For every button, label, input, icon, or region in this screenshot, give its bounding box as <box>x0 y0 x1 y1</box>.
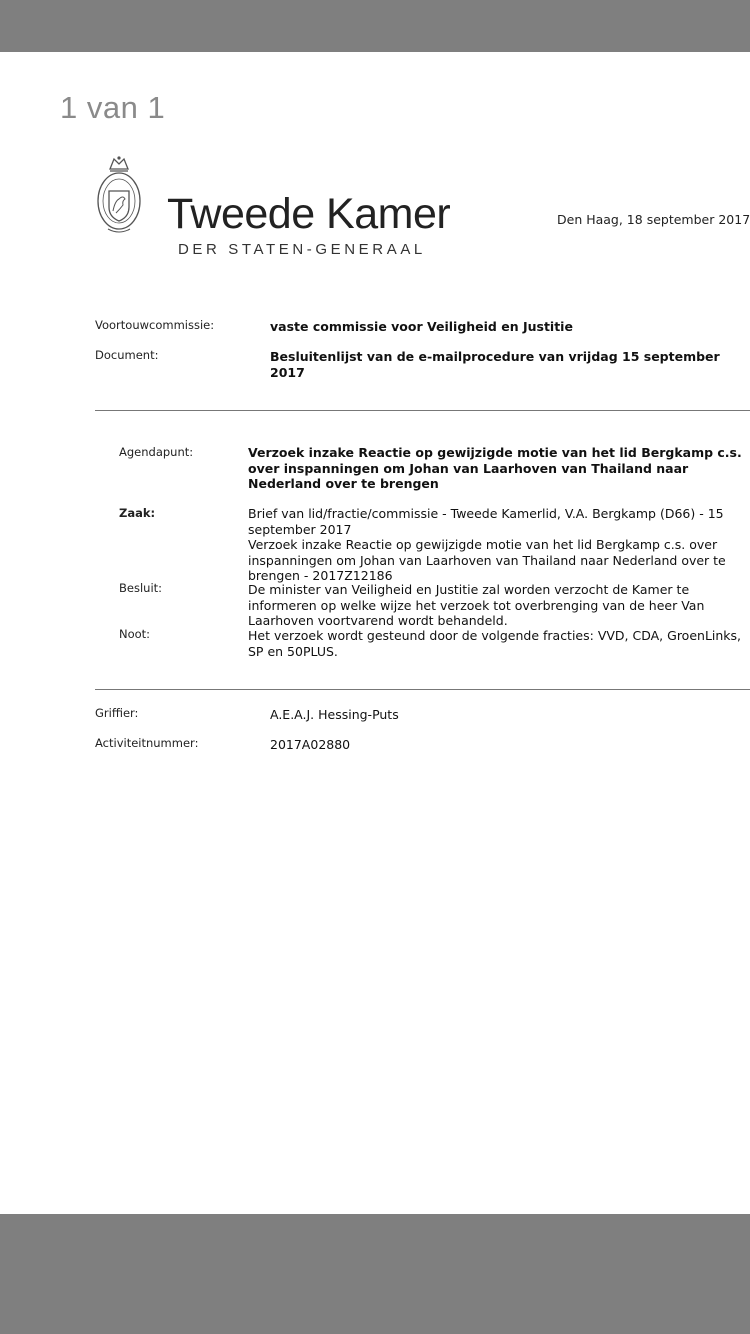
griffier-value: A.E.A.J. Hessing-Puts <box>270 707 399 722</box>
organisation-name: Tweede Kamer <box>167 190 451 238</box>
noot-label: Noot: <box>119 627 151 641</box>
committee-label: Voortouwcommissie: <box>95 318 215 332</box>
zaak-value-2: Verzoek inzake Reactie op gewijzigde motie van het lid Bergkamp c.s. over inspanningen om Johan van Laarhoven van Thailand naar Nederland over te brengen - 2017Z12186 <box>248 537 726 583</box>
page-indicator: 1 van 1 <box>60 90 166 125</box>
zaak-label: Zaak: <box>119 506 156 520</box>
committee-value: vaste commissie voor Veiligheid en Justitie <box>270 319 573 334</box>
besluit-label: Besluit: <box>119 581 163 595</box>
divider <box>95 410 750 411</box>
divider <box>95 689 750 690</box>
document-page[interactable] <box>0 52 750 1214</box>
viewer-bottom-bar <box>0 1214 750 1334</box>
activiteit-value: 2017A02880 <box>270 737 351 752</box>
besluit-value: De minister van Veiligheid en Justitie zal worden verzocht de Kamer te informeren op welke wijze het verzoek tot overbrenging van de heer Van Laarhoven voortvarend wordt behandeld. <box>248 582 705 628</box>
document-label: Document: <box>95 348 159 362</box>
griffier-label: Griffier: <box>95 706 139 720</box>
organisation-subtitle: DER STATEN-GENERAAL <box>178 241 426 258</box>
document-value: Besluitenlijst van de e-mailprocedure van vrijdag 15 september 2017 <box>270 349 720 380</box>
activiteit-label: Activiteitnummer: <box>95 736 199 750</box>
noot-value: Het verzoek wordt gesteund door de volgende fracties: VVD, CDA, GroenLinks, SP en 50PLUS. <box>248 628 742 659</box>
agendapunt-label: Agendapunt: <box>119 445 194 459</box>
document-date: Den Haag, 18 september 2017 <box>557 212 750 227</box>
tweede-kamer-crest-icon <box>94 155 144 239</box>
zaak-value-1: Brief van lid/fractie/commissie - Tweede Kamerlid, V.A. Bergkamp (D66) - 15 september 2017 <box>248 506 724 537</box>
agendapunt-value: Verzoek inzake Reactie op gewijzigde motie van het lid Bergkamp c.s. over inspanningen om Johan van Laarhoven van Thailand naar Nederland over te brengen <box>248 445 742 491</box>
viewer-top-bar <box>0 0 750 52</box>
